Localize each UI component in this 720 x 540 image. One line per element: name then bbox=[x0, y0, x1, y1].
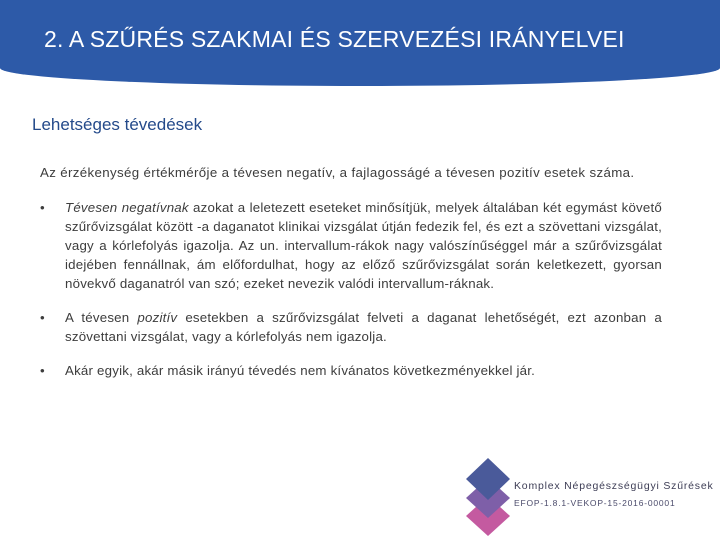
logo-project-code: EFOP-1.8.1-VEKOP-15-2016-00001 bbox=[514, 498, 676, 508]
intro-paragraph: Az érzékenység értékmérője a tévesen negatív, a fajlagosságé a tévesen pozitív esetek száma. bbox=[40, 165, 635, 180]
program-logo bbox=[458, 456, 720, 540]
bullet-item-consequences bbox=[40, 361, 662, 380]
bullet-text: azokat a leletezett eseteket minősítjük, melyek általában két egymást követő szűrővizsgálat között -a daganatot klinikai vizsgálat útján fedezik fel, és ezt a szövettani vizsgálat, vagy a kórlefolyás igazolja. Az un. intervallum-rákok nagy valószínűséggel már a szűrővizsgálat idejében fennállnak, ám előfordulhat, hogy az előző szűrővizsgálat során keletkezett, gyorsan növekvő daganatról van szó; ezeket nevezik valódi intervallum-ráknak. bbox=[65, 200, 662, 291]
bullet-icon: • bbox=[40, 310, 45, 325]
bullet-text-prefix: A tévesen bbox=[65, 310, 138, 325]
slide-body bbox=[40, 163, 662, 380]
bullet-item-false-positive bbox=[40, 308, 662, 346]
slide-title: 2. A SZŰRÉS SZAKMAI ÉS SZERVEZÉSI IRÁNYELVEI bbox=[44, 26, 625, 52]
section-heading: Lehetséges tévedések bbox=[32, 115, 203, 134]
italic-term: pozitív bbox=[137, 310, 178, 325]
bullet-item-false-negative bbox=[40, 198, 662, 293]
logo-diamonds-icon bbox=[458, 456, 518, 540]
bullet-text: Akár egyik, akár másik irányú tévedés nem kívánatos következményekkel jár. bbox=[65, 363, 536, 378]
italic-term: Tévesen negatívnak bbox=[65, 200, 189, 215]
bullet-icon: • bbox=[40, 200, 45, 215]
logo-title: Komplex Népegészségügyi Szűrések bbox=[514, 480, 714, 492]
bullet-list bbox=[40, 198, 662, 380]
bullet-text: esetekben a szűrővizsgálat felveti a daganat lehetőségét, ezt azonban a szövettani vizsgálat, vagy a kórlefolyás nem igazolja. bbox=[65, 310, 662, 344]
bullet-icon: • bbox=[40, 363, 45, 378]
